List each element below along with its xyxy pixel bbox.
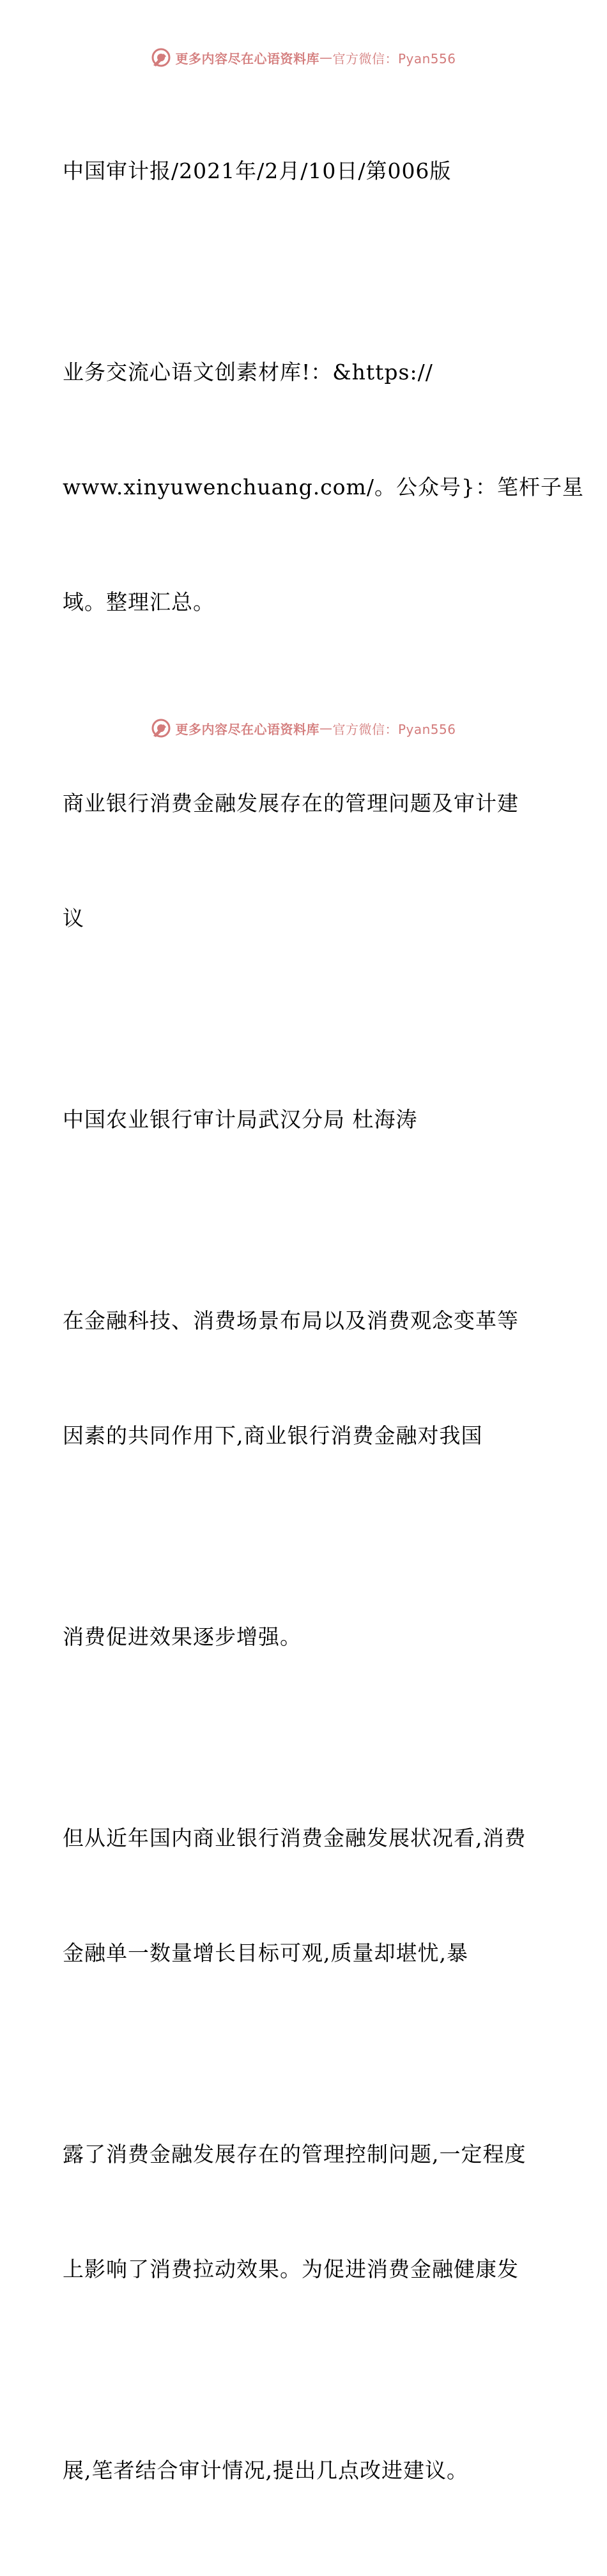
paragraph-body — [63, 2059, 548, 2365]
watermark-main-text: 更多内容尽在心语资料库 — [175, 721, 319, 737]
paragraph-body — [63, 1541, 548, 1733]
text-line: 金融单一数量增长目标可观,质量却堪忧,暴 — [63, 1940, 468, 1965]
text-line: 上影响了消费拉动效果。为促进消费金融健康发 — [63, 2257, 519, 2282]
text-line: 因素的共同作用下,商业银行消费金融对我国 — [63, 1423, 483, 1448]
text-line: 域。整理汇总。 — [63, 590, 215, 614]
text-line: www.xinyuwenchuang.com/。公众号}：笔杆子星 — [63, 475, 584, 499]
watermark-sub-text: 官方微信：Pyan556 — [332, 721, 456, 737]
watermark-sub-text: 官方微信：Pyan556 — [332, 50, 456, 66]
text-line: 中国审计报/2021年/2月/10日/第006版 — [63, 158, 452, 183]
text-line: 商业银行消费金融发展存在的管理问题及审计建 — [63, 791, 519, 816]
watermark-separator: — — [319, 720, 333, 736]
document-body — [63, 75, 584, 2576]
text-line: 但从近年国内商业银行消费金融发展状况看,消费 — [63, 1825, 526, 1850]
watermark-inner — [151, 718, 456, 738]
text-line: 业务交流心语文创素材库!：&https:// — [63, 360, 433, 385]
text-line: 消费促进效果逐步增强。 — [63, 1624, 302, 1649]
paragraph-body — [63, 1742, 548, 2049]
paragraph-publication-info — [63, 75, 548, 267]
paragraph-source-note — [63, 277, 584, 698]
paragraph-article-title — [63, 708, 548, 1014]
paragraph-body — [63, 1225, 548, 1532]
header-watermark-banner — [0, 45, 607, 70]
footer-watermark-banner — [0, 715, 607, 741]
watermark-main-text: 更多内容尽在心语资料库 — [175, 50, 319, 66]
text-line: 中国农业银行审计局武汉分局 杜海涛 — [63, 1107, 418, 1132]
text-line: 露了消费金融发展存在的管理控制问题,一定程度 — [63, 2142, 526, 2167]
watermark-inner — [151, 47, 456, 68]
text-line: 在金融科技、消费场景布局以及消费观念变革等 — [63, 1308, 519, 1333]
paragraph-body — [63, 2375, 548, 2566]
text-line: 议 — [63, 906, 84, 931]
pen-logo-icon — [151, 47, 171, 68]
text-line: 展,笔者结合审计情况,提出几点改进建议。 — [63, 2458, 468, 2483]
watermark-separator: — — [319, 50, 333, 65]
pen-logo-icon — [151, 718, 171, 738]
paragraph-author — [63, 1024, 548, 1216]
